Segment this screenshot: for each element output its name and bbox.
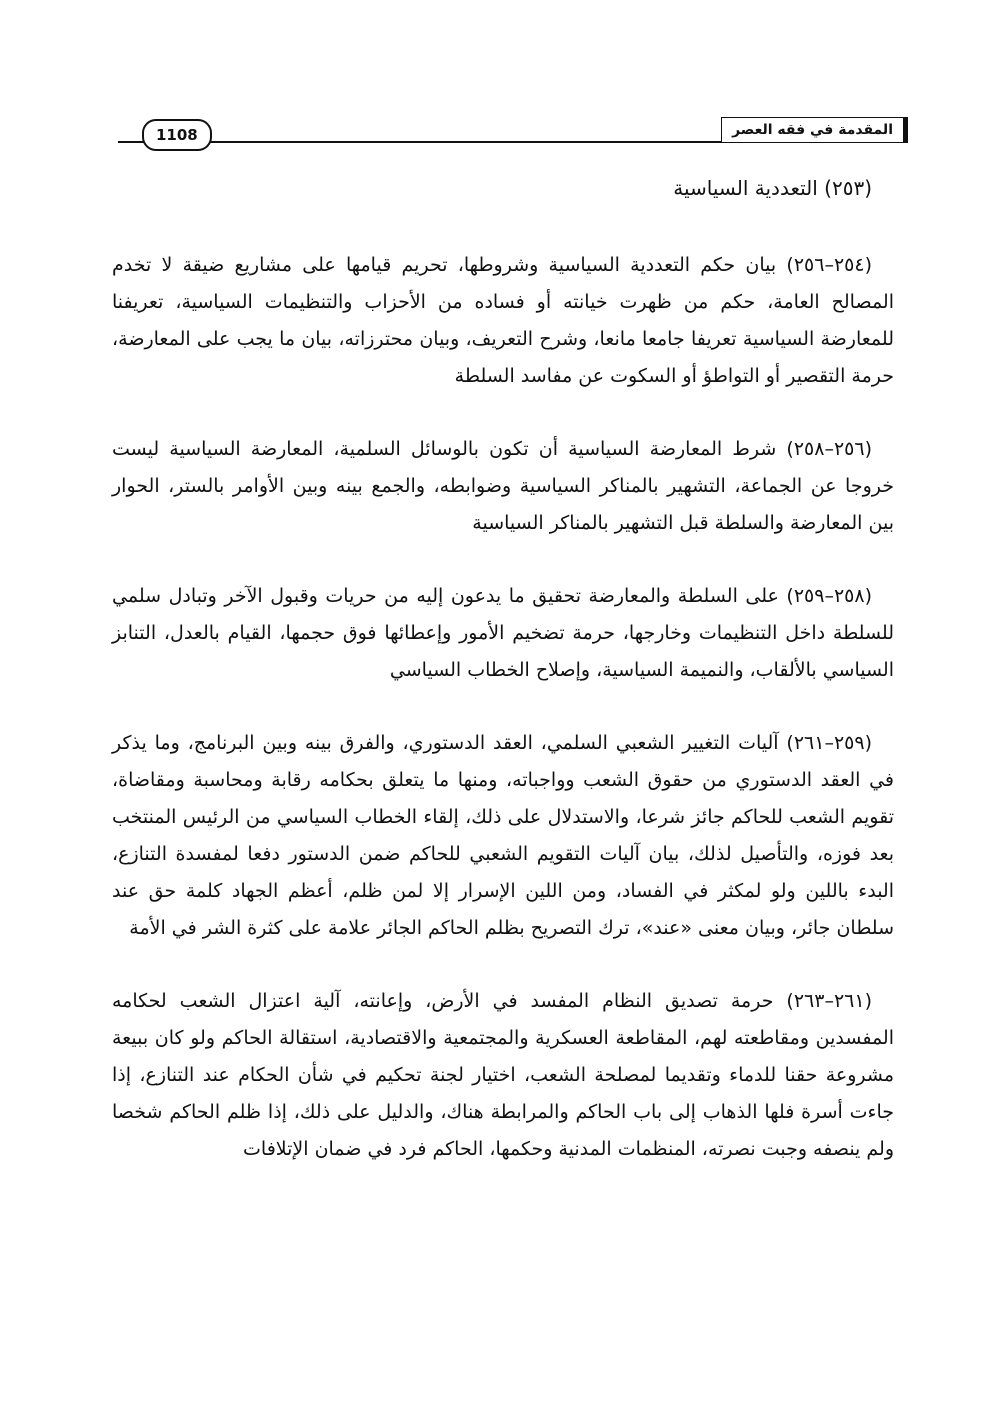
index-entry: (٢٥٤–٢٥٦) بيان حكم التعددية السياسية وشروطها، تحريم قيامها على مشاريع ضيقة لا تخدم المصالح العامة، حكم من ظهرت خيانته أو فساده من الأحزاب والتنظيمات السياسية، تعريفنا للمعارضة السياسية تعريفا جامعا مانعا، وشرح التعريف، وبيان محترزاته، بيان ما يجب على المعارضة، حرمة التقصير أو التواطؤ أو السكوت عن مفاسد السلطة	[112, 254, 894, 387]
section-heading: (٢٥٣) التعددية السياسية	[673, 176, 872, 200]
page-number: 1108	[142, 119, 212, 151]
index-entry: (٢٥٦–٢٥٨) شرط المعارضة السياسية أن تكون بالوسائل السلمية، المعارضة السياسية ليست خروجا عن الجماعة، التشهير بالمناكر السياسية وضوابطه، والجمع بينه وبين الأوامر بالستر، الحوار بين المعارضة والسلطة قبل التشهير بالمناكر السياسية	[112, 438, 894, 534]
book-title: المقدمة في فقه العصر	[721, 117, 908, 142]
index-entry: (٢٥٨–٢٥٩) على السلطة والمعارضة تحقيق ما يدعون إليه من حريات وقبول الآخر وتبادل سلمي للسلطة داخل التنظيمات وخارجها، حرمة تضخيم الأمور وإعطائها فوق حجمها، القيام بالعدل، التنابز السياسي بالألقاب، والنميمة السياسية، وإصلاح الخطاب السياسي	[112, 585, 894, 681]
index-entry: (٢٥٩–٢٦١) آليات التغيير الشعبي السلمي، العقد الدستوري، والفرق بينه وبين البرنامج، وما يذكر في العقد الدستوري من حقوق الشعب وواجباته، ومنها ما يتعلق بحكامه رقابة ومحاسبة ومقاضاة، تقويم الشعب للحاكم جائز شرعا، والاستدلال على ذلك، إلقاء الخطاب السياسي من الرئيس المنتخب بعد فوزه، والتأصيل لذلك، بيان آليات التقويم الشعبي للحاكم ضمن الدستور دفعا لمفسدة التنازع، البدء باللين ولو لمكثر في الفساد، ومن اللين الإسرار إلا لمن ظلم، أعظم الجهاد كلمة حق عند سلطان جائر، وبيان معنى «عند»، ترك التصريح بظلم الحاكم الجائر علامة على كثرة الشر في الأمة	[112, 732, 894, 939]
page-body	[112, 170, 894, 1204]
index-entry: (٢٦١–٢٦٣) حرمة تصديق النظام المفسد في الأرض، وإعانته، آلية اعتزال الشعب لحكامه المفسدين ومقاطعته لهم، المقاطعة العسكرية والمجتمعية والاقتصادية، استقالة الحاكم ولو كان ببيعة مشروعة حقنا للدماء وتقديما لمصلحة الشعب، اختيار لجنة تحكيم في شأن الحكام عند التنازع، إذا جاءت أسرة فلها الذهاب إلى باب الحاكم والمرابطة هناك، والدليل على ذلك، إذا ظلم الحاكم شخصا ولم ينصفه وجبت نصرته، المنظمات المدنية وحكمها، الحاكم فرد في ضمان الإتلافات	[112, 990, 894, 1160]
page-header	[118, 114, 908, 154]
